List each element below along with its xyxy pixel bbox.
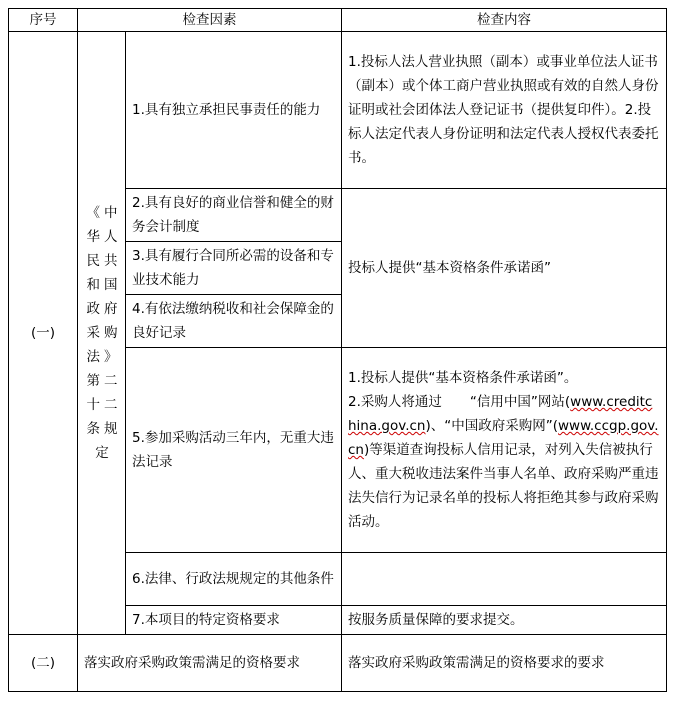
content-5-text-c: )、“中国政府采购网”( (425, 418, 558, 434)
creditchina-url: www.creditchina.gov.cn (348, 394, 653, 434)
table-header-row (9, 9, 667, 32)
header-factor: 检查因素 (78, 9, 342, 32)
content-7: 按服务质量保障的要求提交。 (342, 606, 667, 635)
section-2-content: 落实政府采购政策需满足的资格要求的要求 (342, 635, 667, 692)
section-2-number: (二) (9, 635, 78, 692)
table-row (9, 32, 667, 189)
factor-1: 1.具有独立承担民事责任的能力 (126, 32, 342, 189)
factor-3: 3.具有履行合同所必需的设备和专业技术能力 (126, 242, 342, 295)
content-2-4-merged: 投标人提供“基本资格条件承诺函” (342, 189, 667, 348)
factor-4: 4.有依法缴纳税收和社会保障金的良好记录 (126, 295, 342, 348)
factor-5: 5.参加采购活动三年内，无重大违法记录 (126, 348, 342, 553)
section-1-law-cell (78, 32, 126, 635)
content-6 (342, 553, 667, 606)
section-1-law-text: 《中华人民共和国政府采购法》第二十二条规定 (86, 205, 122, 461)
factor-2: 2.具有良好的商业信誉和健全的财务会计制度 (126, 189, 342, 242)
ccgp-url: www.ccgp.gov.cn (348, 418, 659, 458)
qualification-check-table (8, 8, 667, 692)
content-5-paragraph-1: 1.投标人提供“基本资格条件承诺函”。 (348, 370, 578, 386)
content-5-paragraph-2 (348, 390, 660, 534)
content-5 (342, 348, 667, 553)
content-5-text-b: “信用中国”网站( (469, 394, 571, 410)
factor-6: 6.法律、行政法规规定的其他条件 (126, 553, 342, 606)
factor-7: 7.本项目的特定资格要求 (126, 606, 342, 635)
header-no: 序号 (9, 9, 78, 32)
content-1: 1.投标人法人营业执照（副本）或事业单位法人证书（副本）或个体工商户营业执照或有效的自然人身份证明或社会团体法人登记证书（提供复印件）。2.投标人法定代表人身份证明和法定代表人授权代表委托书。 (342, 32, 667, 189)
section-2-factor: 落实政府采购政策需满足的资格要求 (78, 635, 342, 692)
header-content: 检查内容 (342, 9, 667, 32)
content-5-text-d: )等渠道查询投标人信用记录，对列入失信被执行人、重大税收违法案件当事人名单、政府采购严重违法失信行为记录名单的投标人将拒绝其参与政府采购活动。 (348, 442, 659, 530)
content-5-text-a: 2.采购人将通过 (348, 394, 442, 410)
section-1-number: (一) (9, 32, 78, 635)
table-row (9, 635, 667, 692)
